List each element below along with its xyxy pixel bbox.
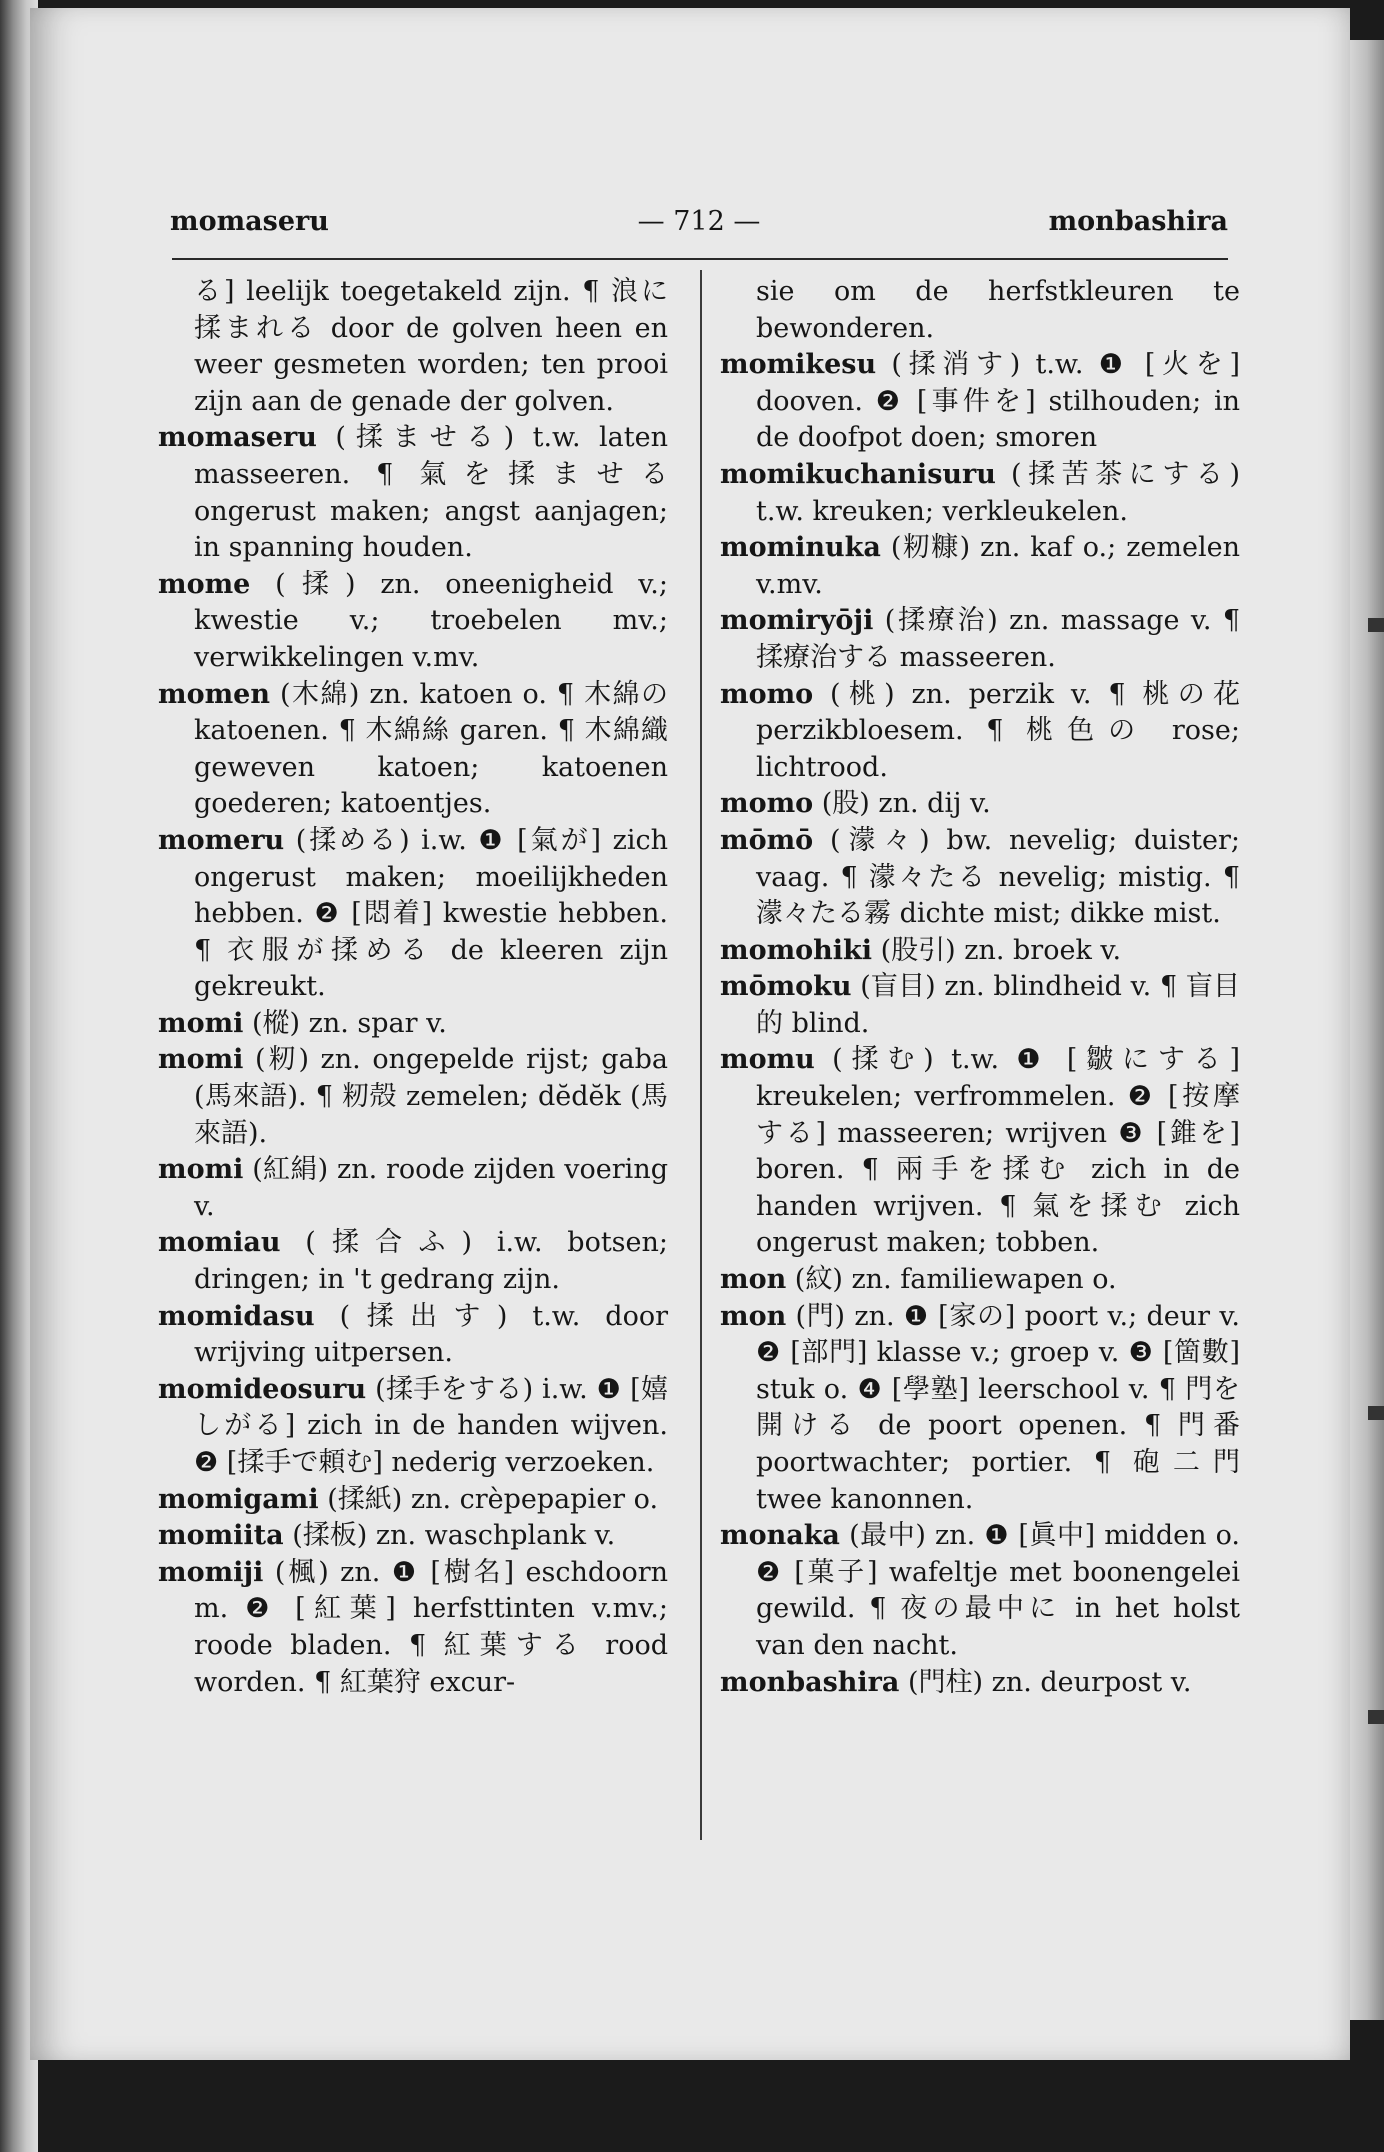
entry-headword: momidasu	[158, 1300, 315, 1332]
entry-definition: (揉療治) zn. massage v. ¶ 揉療治する masseeren.	[756, 605, 1240, 673]
entry-headword: mon	[720, 1300, 787, 1332]
entry-headword: momeru	[158, 824, 285, 856]
entry-headword: mome	[158, 568, 251, 600]
dictionary-entry	[720, 786, 1240, 823]
dictionary-entry	[158, 1152, 668, 1225]
entry-headword: mōmoku	[720, 971, 852, 1003]
dictionary-entry	[720, 933, 1240, 970]
entry-definition: (門柱) zn. deurpost v.	[899, 1666, 1192, 1698]
entry-definition: (濛々) bw. nevelig; duister; vaag. ¶ 濛々たる nevelig; mistig. ¶ 濛々たる霧 dichte mist; dikke mist.	[756, 824, 1240, 930]
dictionary-entry	[720, 677, 1240, 787]
right-column	[720, 274, 1240, 1701]
left-column	[158, 274, 668, 1701]
entry-headword: momi	[158, 1154, 244, 1186]
dictionary-entry	[158, 1299, 668, 1372]
entry-definition: (籾糠) zn. kaf o.; zemelen v.mv.	[756, 532, 1240, 600]
dictionary-entry	[158, 1482, 668, 1519]
entry-headword: momikesu	[720, 349, 877, 381]
dictionary-entry	[720, 457, 1240, 530]
entry-definition: (紅絹) zn. roode zijden voering v.	[194, 1154, 668, 1222]
entry-definition: (揉出す) t.w. door wrijving uitpersen.	[194, 1300, 668, 1369]
entry-definition: (揉手をする) i.w. ❶ [嬉しがる] zich in de handen wijven. ❷ [揉手で頼む] nederig verzoeken.	[194, 1373, 668, 1478]
thumb-index-tab	[1368, 1406, 1384, 1420]
entry-headword: momiita	[158, 1520, 284, 1552]
dictionary-entry	[720, 823, 1240, 933]
entry-headword: monbashira	[720, 1666, 900, 1698]
dictionary-entry	[720, 1262, 1240, 1299]
entry-definition: (最中) zn. ❶ [眞中] midden o. ❷ [菓子] wafeltje met boonengelei gewild. ¶ 夜の最中に in het holst van den nacht.	[756, 1520, 1240, 1661]
entry-headword: momo	[720, 678, 814, 710]
entry-headword: momu	[720, 1044, 815, 1076]
entry-continuation: sie om de herfstkleuren te bewonderen.	[756, 276, 1240, 344]
entry-headword: monaka	[720, 1520, 840, 1552]
header-first-word: momaseru	[170, 206, 329, 237]
dictionary-entry	[158, 1225, 668, 1298]
entry-definition: (揉合ふ) i.w. botsen; dringen; in 't gedrang zijn.	[194, 1227, 668, 1296]
header-last-word: monbashira	[1048, 206, 1228, 237]
entry-definition: (揉消す) t.w. ❶ [火を] dooven. ❷ [事件を] stilhouden; in de doofpot doen; smoren	[756, 349, 1240, 454]
thumb-index-tab	[1368, 1710, 1384, 1724]
entry-definition: (揉苦茶にする) t.w. kreuken; verkleukelen.	[756, 458, 1240, 527]
dictionary-entry	[720, 347, 1240, 457]
dictionary-entry	[158, 1006, 668, 1043]
entry-definition: (揉板) zn. waschplank v.	[283, 1520, 616, 1552]
dictionary-entry	[158, 1518, 668, 1555]
entry-definition: (股) zn. dij v.	[813, 788, 991, 820]
entry-headword: mon	[720, 1264, 787, 1296]
entry-headword: mominuka	[720, 532, 881, 564]
entry-headword: momiji	[158, 1556, 264, 1588]
entry-definition: (樅) zn. spar v.	[243, 1007, 447, 1039]
dictionary-entry	[720, 1042, 1240, 1262]
thumb-index-tab	[1368, 618, 1384, 632]
entry-headword: momideosuru	[158, 1373, 367, 1405]
dictionary-entry	[720, 1299, 1240, 1519]
dictionary-entry	[158, 823, 668, 1006]
entry-definition: (楓) zn. ❶ [樹名] eschdoorn m. ❷ [紅葉] herfsttinten v.mv.; roode bladen. ¶ 紅葉する rood worden. ¶ 紅葉狩 excur-	[194, 1556, 668, 1698]
dictionary-entry	[720, 1518, 1240, 1664]
column-divider	[700, 270, 702, 1840]
page-number: — 712 —	[637, 206, 761, 237]
entry-continuation: る] leelijk toegetakeld zijn. ¶ 浪に揉まれる door de golven heen en weer gesmeten worden; ten prooi zijn aan de genade der golven.	[194, 276, 668, 417]
header-rule	[172, 258, 1228, 260]
dictionary-entry	[158, 677, 668, 823]
entry-definition: (木綿) zn. katoen o. ¶ 木綿の katoenen. ¶ 木綿絲 garen. ¶ 木綿織 geweven katoen; katoenen goederen; katoentjes.	[194, 678, 668, 820]
entry-definition: (揉む) t.w. ❶ [皺にする] kreukelen; verfrommelen. ❷ [按摩する] masseeren; wrijven ❸ [錐を] boren. ¶ 兩手を揉む zich in de handen wrijven. ¶ 氣を揉む zich ongerust maken; tobben.	[756, 1044, 1240, 1259]
entry-headword: mōmō	[720, 824, 814, 856]
dictionary-entry	[720, 530, 1240, 603]
entry-headword: momigami	[158, 1483, 319, 1515]
entry-definition: (揉) zn. oneenigheid v.; kwestie v.; troebelen mv.; verwikkelingen v.mv.	[194, 568, 668, 673]
entry-headword: momiryōji	[720, 605, 874, 637]
entry-definition: (籾) zn. ongepelde rijst; gaba (馬來語). ¶ 籾殻 zemelen; dĕdĕk (馬來語).	[194, 1044, 668, 1149]
dictionary-entry	[720, 969, 1240, 1042]
entry-definition: (揉める) i.w. ❶ [氣が] zich ongerust maken; moeilijkheden hebben. ❷ [悶着] kwestie hebben. ¶ 衣服が揉める de kleeren zijn gekreukt.	[194, 824, 668, 1003]
entry-definition: (揉紙) zn. crèpepapier o.	[318, 1483, 659, 1515]
dictionary-entry	[720, 1665, 1240, 1702]
entry-headword: momohiki	[720, 934, 873, 966]
running-header	[170, 206, 1228, 254]
entry-definition: (揉ませる) t.w. laten masseeren. ¶ 氣を揉ませる ongerust maken; angst aanjagen; in spanning houden.	[194, 422, 668, 564]
entry-headword: momi	[158, 1007, 244, 1039]
entry-definition: (桃) zn. perzik v. ¶ 桃の花 perzikbloesem. ¶ 桃色の rose; lichtrood.	[756, 678, 1240, 783]
entry-headword: momiau	[158, 1227, 281, 1259]
entry-headword: momaseru	[158, 422, 317, 454]
entry-headword: momi	[158, 1044, 244, 1076]
entry-headword: momikuchanisuru	[720, 458, 996, 490]
entry-definition: (盲目) zn. blindheid v. ¶ 盲目的 blind.	[756, 971, 1240, 1039]
dictionary-entry	[158, 1555, 668, 1701]
entry-definition: (股引) zn. broek v.	[872, 934, 1122, 966]
entry-definition: (紋) zn. familiewapen o.	[786, 1264, 1117, 1296]
dictionary-entry	[720, 603, 1240, 676]
dictionary-entry	[158, 420, 668, 566]
entry-headword: momen	[158, 678, 270, 710]
dictionary-entry	[158, 567, 668, 677]
dictionary-entry	[158, 1042, 668, 1152]
entry-definition: (門) zn. ❶ [家の] poort v.; deur v. ❷ [部門] klasse v.; groep v. ❸ [箇數] stuk o. ❹ [學塾] leerschool v. ¶ 門を開ける de poort openen. ¶ 門番 poortwachter; portier. ¶ 砲二門 twee kanonnen.	[756, 1300, 1240, 1515]
dictionary-entry	[158, 1372, 668, 1482]
entry-headword: momo	[720, 788, 814, 820]
